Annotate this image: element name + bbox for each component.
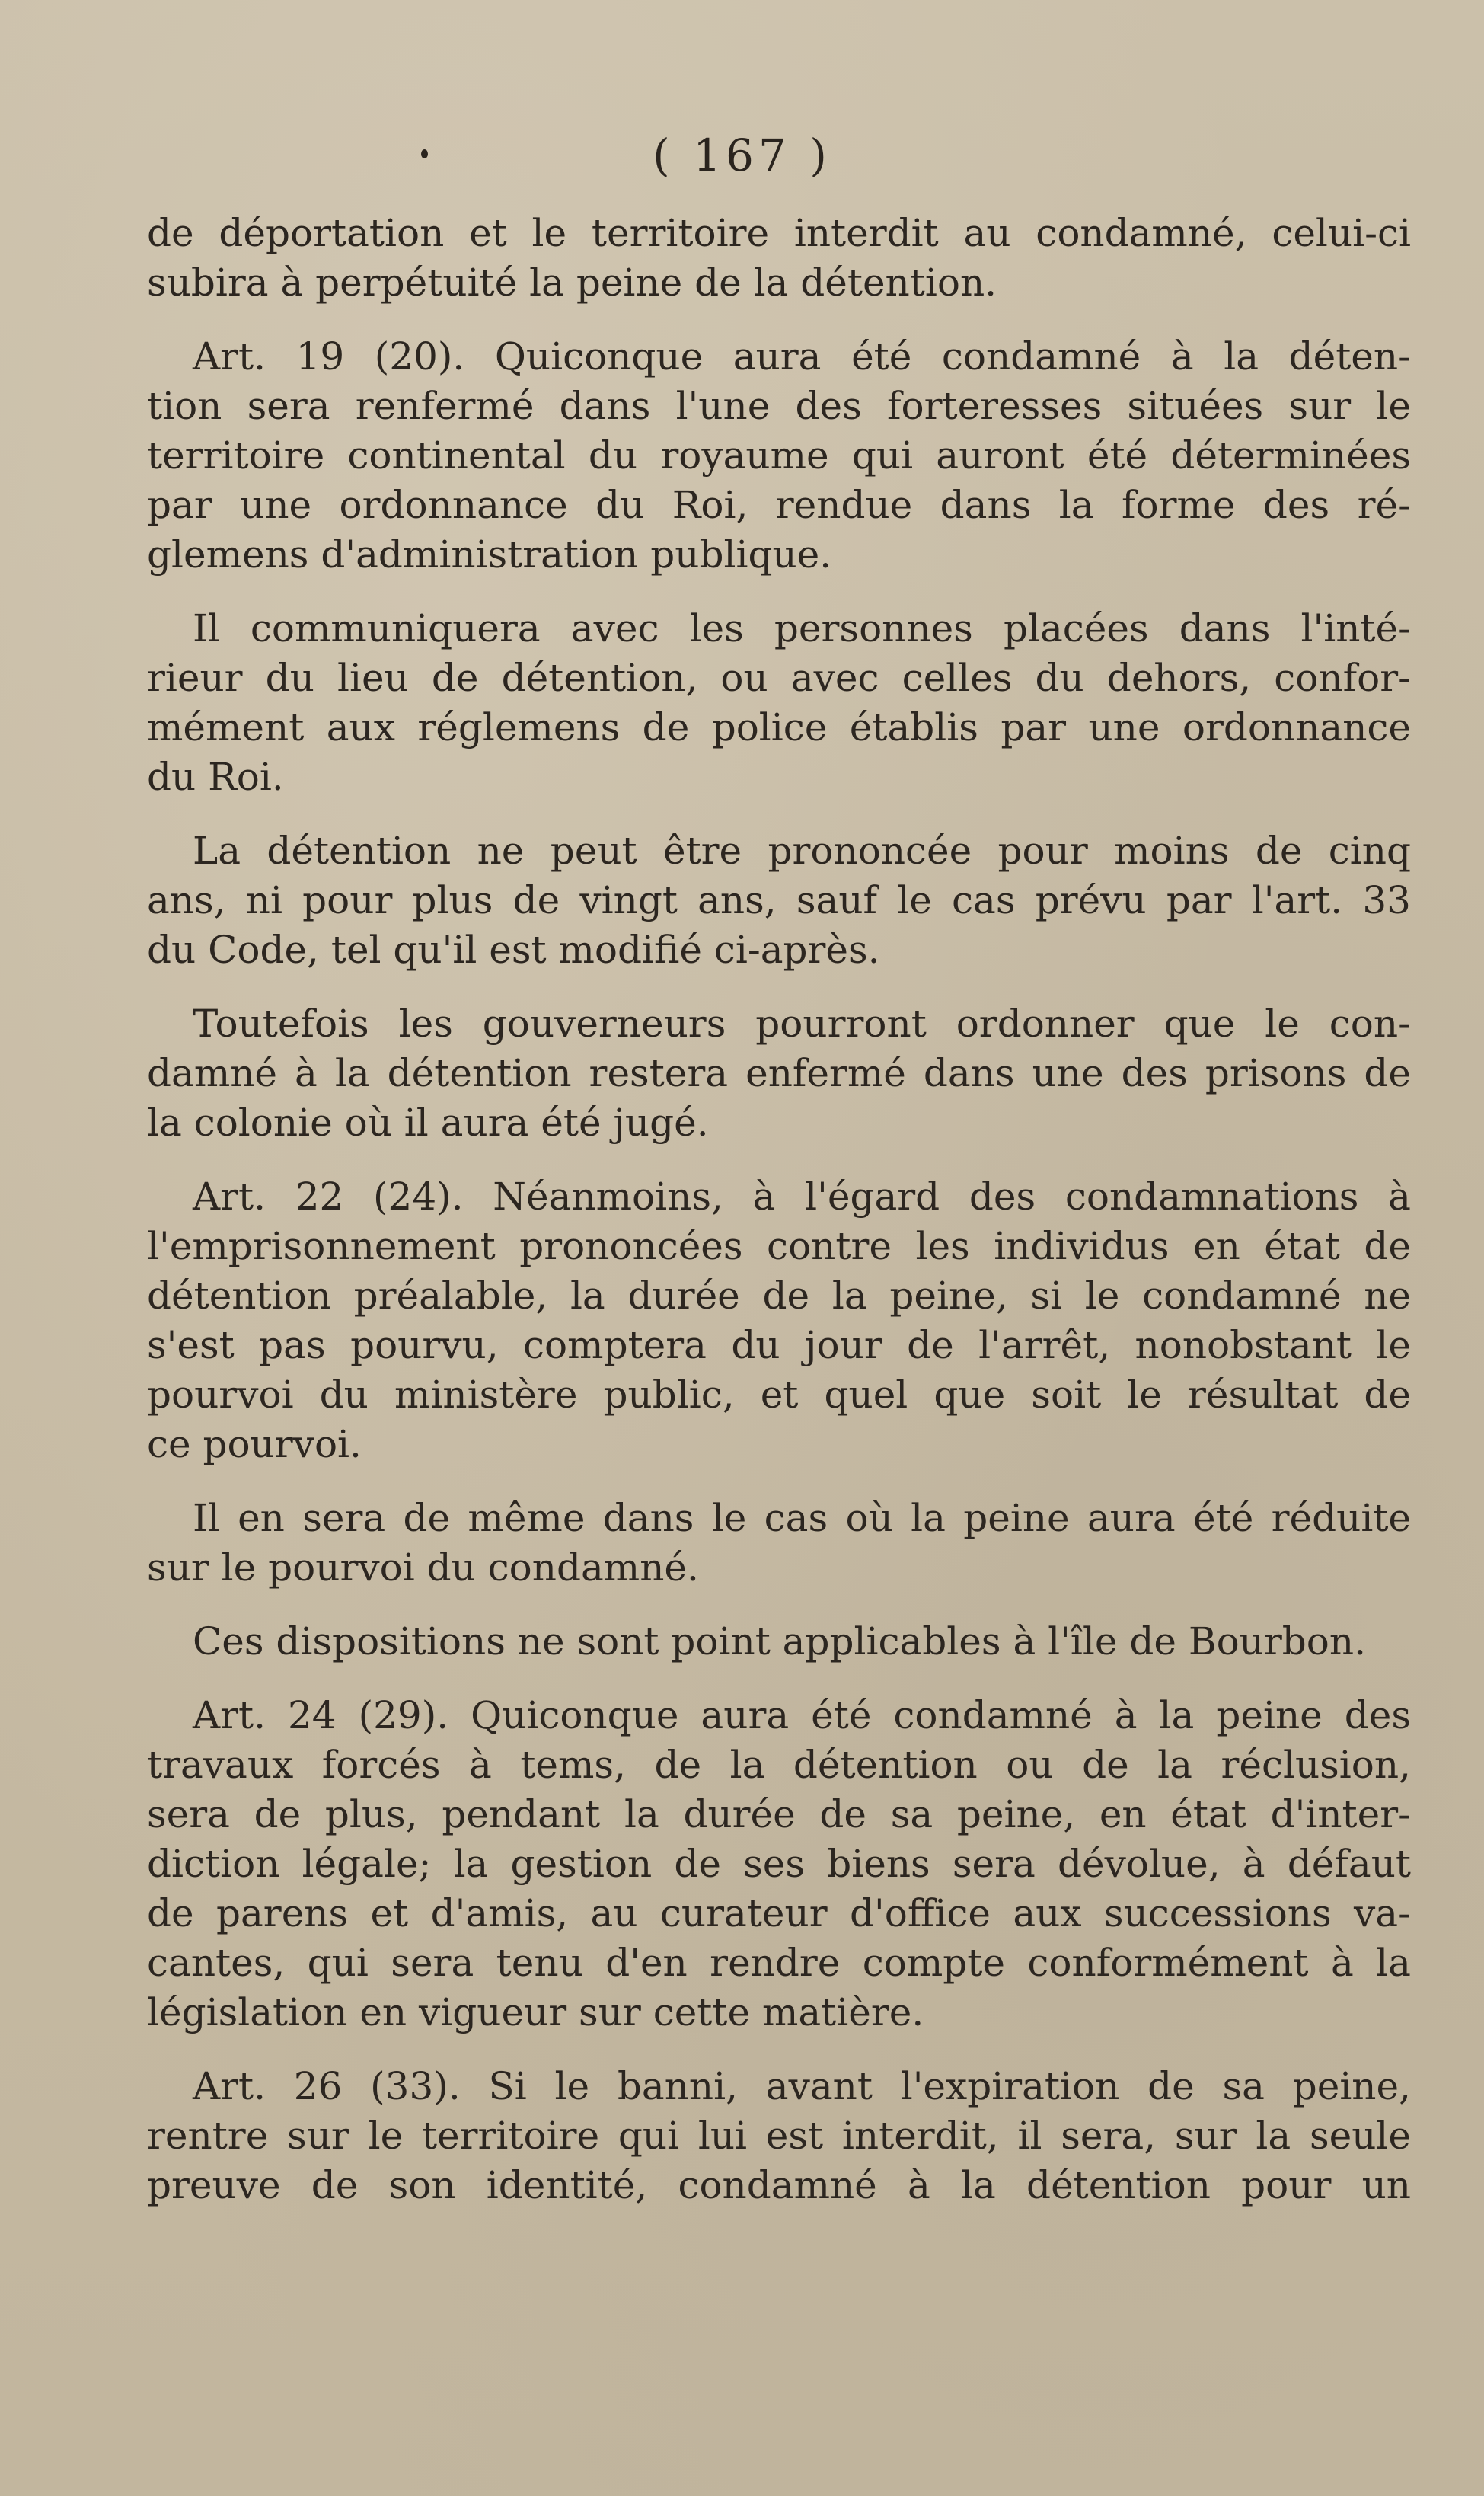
- text-line: législation en vigueur sur cette matière.: [147, 1990, 924, 2034]
- text-line: s'est pas pourvu, comptera du jour de l'arrêt, nonobstant le: [147, 1323, 1411, 1367]
- text-line: diction légale; la gestion de ses biens sera dévolue, à défaut: [147, 1842, 1411, 1886]
- text-line: par une ordonnance du Roi, rendue dans la forme des ré-: [147, 483, 1411, 527]
- paragraph: [147, 332, 1411, 580]
- text-line: de déportation et le territoire interdit au condamné, celui-ci: [147, 211, 1411, 255]
- paragraph: [147, 1691, 1411, 2037]
- text-line: rieur du lieu de détention, ou avec celles du dehors, confor-: [147, 656, 1411, 700]
- text-line: tion sera renfermé dans l'une des forteresses situées sur le: [147, 384, 1411, 428]
- text-line: Art. 26 (33). Si le banni, avant l'expiration de sa peine,: [193, 2064, 1411, 2108]
- paragraph: [147, 1617, 1411, 1667]
- text-line: damné à la détention restera enfermé dans une des prisons de: [147, 1051, 1411, 1095]
- text-line: Ces dispositions ne sont point applicables à l'île de Bourbon.: [193, 1619, 1366, 1663]
- body-text: [147, 209, 1411, 2210]
- paragraph: [147, 209, 1411, 308]
- ink-speck: [421, 149, 428, 158]
- page-number-header: ( 167 ): [653, 129, 831, 181]
- text-line: pourvoi du ministère public, et quel que soit le résultat de: [147, 1373, 1411, 1417]
- text-line: travaux forcés à tems, de la détention ou de la réclusion,: [147, 1743, 1411, 1787]
- text-line: ans, ni pour plus de vingt ans, sauf le cas prévu par l'art. 33: [147, 878, 1411, 922]
- text-line: Art. 24 (29). Quiconque aura été condamné à la peine des: [193, 1693, 1411, 1737]
- paragraph: [147, 604, 1411, 802]
- text-line: la colonie où il aura été jugé.: [147, 1101, 709, 1145]
- text-line: l'emprisonnement prononcées contre les individus en état de: [147, 1224, 1411, 1268]
- text-line: mément aux réglemens de police établis par une ordonnance: [147, 705, 1411, 749]
- text-line: ce pourvoi.: [147, 1422, 362, 1466]
- text-line: détention préalable, la durée de la peine, si le condamné ne: [147, 1274, 1411, 1318]
- text-line: Il communiquera avec les personnes placées dans l'inté-: [193, 606, 1411, 650]
- paragraph: [147, 999, 1411, 1148]
- text-line: sur le pourvoi du condamné.: [147, 1545, 699, 1590]
- text-line: subira à perpétuité la peine de la détention.: [147, 260, 997, 305]
- text-line: du Code, tel qu'il est modifié ci-après.: [147, 928, 880, 972]
- text-line: La détention ne peut être prononcée pour moins de cinq: [193, 829, 1411, 873]
- text-line: du Roi.: [147, 755, 284, 799]
- text-line: Toutefois les gouverneurs pourront ordonner que le con-: [193, 1002, 1411, 1046]
- text-line: glemens d'administration publique.: [147, 532, 832, 577]
- text-line: sera de plus, pendant la durée de sa peine, en état d'inter-: [147, 1792, 1411, 1836]
- paragraph: [147, 826, 1411, 975]
- text-line: territoire continental du royaume qui auront été déterminées: [147, 433, 1411, 478]
- paragraph: [147, 1494, 1411, 1593]
- text-line: rentre sur le territoire qui lui est interdit, il sera, sur la seule: [147, 2114, 1411, 2158]
- text-line: cantes, qui sera tenu d'en rendre compte conformément à la: [147, 1941, 1411, 1985]
- text-line: de parens et d'amis, au curateur d'office aux successions va-: [147, 1891, 1411, 1935]
- text-line: preuve de son identité, condamné à la détention pour un: [147, 2163, 1411, 2207]
- text-line: Art. 19 (20). Quiconque aura été condamné à la déten-: [193, 334, 1411, 379]
- text-line: Il en sera de même dans le cas où la peine aura été réduite: [193, 1496, 1411, 1540]
- paragraph: [147, 2062, 1411, 2210]
- text-line: Art. 22 (24). Néanmoins, à l'égard des condamnations à: [193, 1174, 1411, 1219]
- paragraph: [147, 1172, 1411, 1469]
